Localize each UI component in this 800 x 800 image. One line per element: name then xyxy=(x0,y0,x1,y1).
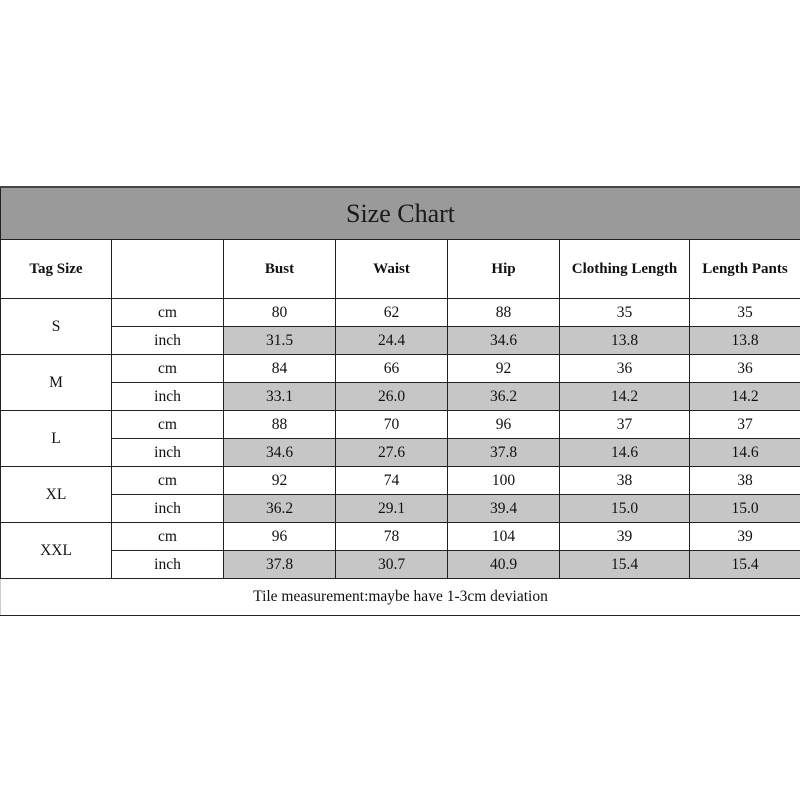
clothing-length-cell: 15.4 xyxy=(560,551,690,579)
bust-cell: 80 xyxy=(224,299,336,327)
measurement-note: Tile measurement:maybe have 1-3cm deviation xyxy=(1,579,800,616)
chart-title: Size Chart xyxy=(1,187,800,240)
clothing-length-cell: 36 xyxy=(560,355,690,383)
hip-cell: 34.6 xyxy=(448,327,560,355)
length-pants-cell: 15.4 xyxy=(690,551,800,579)
waist-cell: 70 xyxy=(336,411,448,439)
header-hip: Hip xyxy=(448,240,560,299)
waist-cell: 24.4 xyxy=(336,327,448,355)
clothing-length-cell: 14.6 xyxy=(560,439,690,467)
tag-size-cell: S xyxy=(1,299,112,355)
clothing-length-cell: 15.0 xyxy=(560,495,690,523)
header-bust: Bust xyxy=(224,240,336,299)
waist-cell: 27.6 xyxy=(336,439,448,467)
waist-cell: 62 xyxy=(336,299,448,327)
bust-cell: 33.1 xyxy=(224,383,336,411)
waist-cell: 66 xyxy=(336,355,448,383)
clothing-length-cell: 14.2 xyxy=(560,383,690,411)
length-pants-cell: 14.6 xyxy=(690,439,800,467)
hip-cell: 92 xyxy=(448,355,560,383)
header-tag-size: Tag Size xyxy=(1,240,112,299)
length-pants-cell: 38 xyxy=(690,467,800,495)
hip-cell: 36.2 xyxy=(448,383,560,411)
unit-cell: inch xyxy=(112,383,224,411)
length-pants-cell: 37 xyxy=(690,411,800,439)
waist-cell: 78 xyxy=(336,523,448,551)
clothing-length-cell: 13.8 xyxy=(560,327,690,355)
header-length-pants: Length Pants xyxy=(690,240,800,299)
unit-cell: inch xyxy=(112,327,224,355)
unit-cell: inch xyxy=(112,495,224,523)
table-row xyxy=(1,411,800,439)
hip-cell: 40.9 xyxy=(448,551,560,579)
clothing-length-cell: 35 xyxy=(560,299,690,327)
waist-cell: 26.0 xyxy=(336,383,448,411)
hip-cell: 88 xyxy=(448,299,560,327)
tag-size-cell: L xyxy=(1,411,112,467)
header-row xyxy=(1,240,800,299)
length-pants-cell: 39 xyxy=(690,523,800,551)
waist-cell: 29.1 xyxy=(336,495,448,523)
tag-size-cell: XL xyxy=(1,467,112,523)
length-pants-cell: 13.8 xyxy=(690,327,800,355)
unit-cell: cm xyxy=(112,299,224,327)
bust-cell: 88 xyxy=(224,411,336,439)
waist-cell: 74 xyxy=(336,467,448,495)
unit-cell: inch xyxy=(112,439,224,467)
hip-cell: 39.4 xyxy=(448,495,560,523)
clothing-length-cell: 38 xyxy=(560,467,690,495)
length-pants-cell: 36 xyxy=(690,355,800,383)
table-row xyxy=(1,523,800,551)
unit-cell: cm xyxy=(112,355,224,383)
clothing-length-cell: 39 xyxy=(560,523,690,551)
size-chart-table xyxy=(0,186,800,616)
unit-cell: cm xyxy=(112,467,224,495)
table-row xyxy=(1,299,800,327)
table-row xyxy=(1,355,800,383)
bust-cell: 37.8 xyxy=(224,551,336,579)
tag-size-cell: M xyxy=(1,355,112,411)
bust-cell: 84 xyxy=(224,355,336,383)
header-waist: Waist xyxy=(336,240,448,299)
table-row xyxy=(1,495,800,523)
length-pants-cell: 14.2 xyxy=(690,383,800,411)
bust-cell: 96 xyxy=(224,523,336,551)
hip-cell: 100 xyxy=(448,467,560,495)
unit-cell: cm xyxy=(112,523,224,551)
header-clothing-length: Clothing Length xyxy=(560,240,690,299)
bust-cell: 31.5 xyxy=(224,327,336,355)
table-row xyxy=(1,383,800,411)
tag-size-cell: XXL xyxy=(1,523,112,579)
table-row xyxy=(1,467,800,495)
length-pants-cell: 35 xyxy=(690,299,800,327)
table-row xyxy=(1,551,800,579)
bust-cell: 92 xyxy=(224,467,336,495)
hip-cell: 96 xyxy=(448,411,560,439)
hip-cell: 104 xyxy=(448,523,560,551)
bust-cell: 34.6 xyxy=(224,439,336,467)
header-unit xyxy=(112,240,224,299)
bust-cell: 36.2 xyxy=(224,495,336,523)
table-row xyxy=(1,439,800,467)
waist-cell: 30.7 xyxy=(336,551,448,579)
length-pants-cell: 15.0 xyxy=(690,495,800,523)
hip-cell: 37.8 xyxy=(448,439,560,467)
clothing-length-cell: 37 xyxy=(560,411,690,439)
table-row xyxy=(1,327,800,355)
unit-cell: cm xyxy=(112,411,224,439)
unit-cell: inch xyxy=(112,551,224,579)
